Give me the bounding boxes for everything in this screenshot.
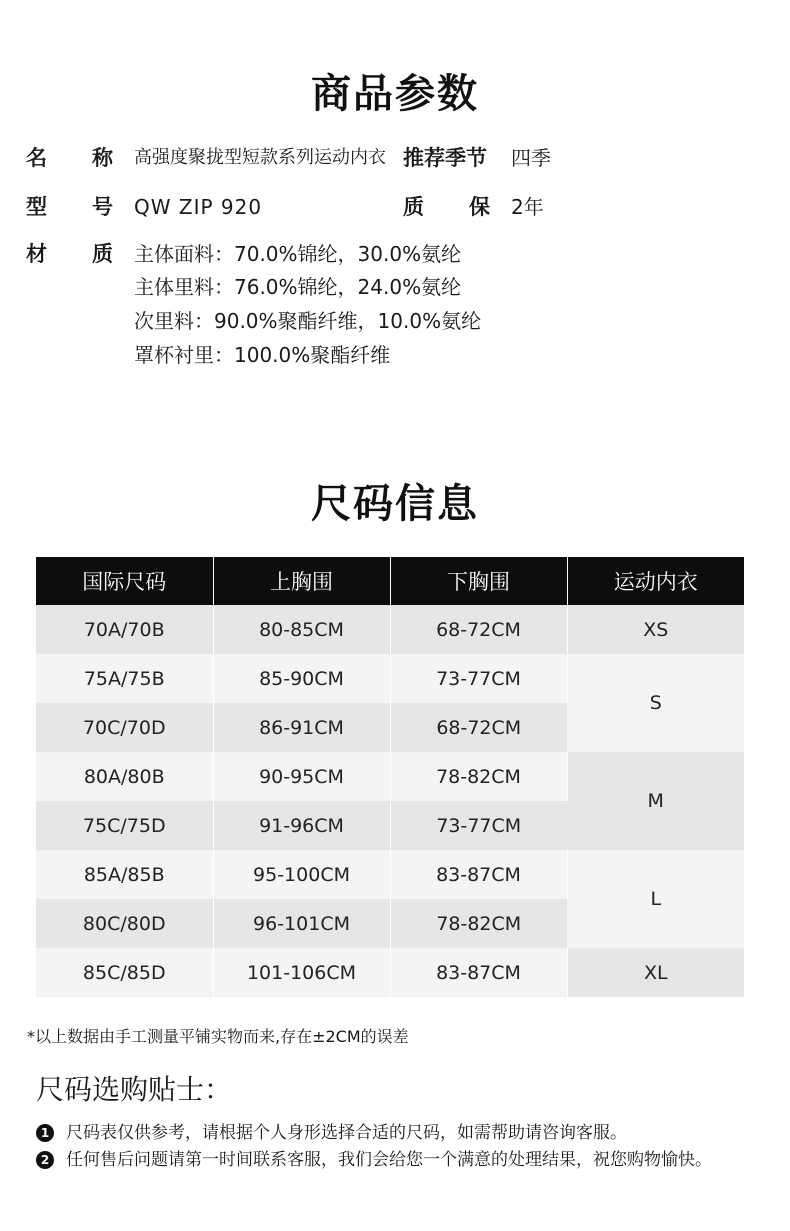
cell-upper-bust: 90-95CM — [213, 752, 390, 801]
table-row — [36, 605, 744, 654]
size-table — [36, 557, 744, 997]
model-label-char-1: 型 — [26, 195, 47, 219]
cell-intl-size: 80A/80B — [36, 752, 213, 801]
material-line: 罩杯衬里：100.0%聚酯纤维 — [134, 343, 391, 367]
cell-bra-size: XL — [567, 948, 744, 997]
cell-intl-size: 85A/85B — [36, 850, 213, 899]
param-row-name — [0, 144, 790, 172]
cell-intl-size: 75A/75B — [36, 654, 213, 703]
name-value: 高强度聚拢型短款系列运动内衣 — [134, 147, 386, 168]
cell-under-bust: 73-77CM — [390, 654, 567, 703]
material-label-char-1: 材 — [26, 242, 47, 266]
tip-text: 任何售后问题请第一时间联系客服，我们会给您一个满意的处理结果，祝您购物愉快。 — [66, 1150, 712, 1170]
cell-upper-bust: 86-91CM — [213, 703, 390, 752]
cell-upper-bust: 80-85CM — [213, 605, 390, 654]
cell-bra-size: S — [567, 654, 744, 752]
size-info-title: 尺码信息 — [311, 481, 479, 527]
cell-intl-size: 70C/70D — [36, 703, 213, 752]
cell-bra-size: XS — [567, 605, 744, 654]
measurement-note: *以上数据由手工测量平铺实物而来,存在±2CM的误差 — [27, 1027, 409, 1046]
cell-intl-size: 75C/75D — [36, 801, 213, 850]
cell-under-bust: 68-72CM — [390, 703, 567, 752]
cell-intl-size: 85C/85D — [36, 948, 213, 997]
material-line: 主体里料：76.0%锦纶，24.0%氨纶 — [134, 275, 462, 299]
tip-text: 尺码表仅供参考，请根据个人身形选择合适的尺码，如需帮助请咨询客服。 — [66, 1123, 627, 1143]
material-line: 主体面料：70.0%锦纶，30.0%氨纶 — [134, 242, 462, 266]
material-line: 次里料：90.0%聚酯纤维，10.0%氨纶 — [134, 309, 482, 333]
name-label-char-1: 名 — [26, 146, 47, 170]
cell-under-bust: 83-87CM — [390, 948, 567, 997]
header-intl-size: 国际尺码 — [36, 557, 213, 605]
cell-upper-bust: 85-90CM — [213, 654, 390, 703]
cell-intl-size: 70A/70B — [36, 605, 213, 654]
cell-upper-bust: 95-100CM — [213, 850, 390, 899]
tip-item — [36, 1145, 712, 1170]
cell-under-bust: 68-72CM — [390, 605, 567, 654]
cell-upper-bust: 96-101CM — [213, 899, 390, 948]
warranty-label-char-1: 质 — [403, 195, 424, 219]
cell-under-bust: 73-77CM — [390, 801, 567, 850]
cell-bra-size: M — [567, 752, 744, 850]
header-upper-bust: 上胸围 — [213, 557, 390, 605]
product-params-title: 商品参数 — [311, 71, 479, 117]
tips-title: 尺码选购贴士： — [36, 1073, 233, 1106]
number-badge-icon: 2 — [36, 1151, 54, 1169]
warranty-value: 2年 — [511, 195, 544, 219]
param-row-model — [0, 193, 790, 221]
warranty-label-char-2: 保 — [469, 195, 490, 219]
cell-intl-size: 80C/80D — [36, 899, 213, 948]
tip-item — [36, 1118, 627, 1143]
model-label-char-2: 号 — [92, 195, 113, 219]
season-value: 四季 — [511, 146, 551, 170]
cell-under-bust: 78-82CM — [390, 899, 567, 948]
table-row — [36, 850, 744, 899]
header-sports-bra: 运动内衣 — [567, 557, 744, 605]
header-under-bust: 下胸围 — [390, 557, 567, 605]
size-table-header — [36, 557, 744, 605]
cell-bra-size: L — [567, 850, 744, 948]
table-row — [36, 948, 744, 997]
model-value: QW ZIP 920 — [134, 195, 263, 219]
cell-under-bust: 78-82CM — [390, 752, 567, 801]
table-row — [36, 752, 744, 801]
cell-under-bust: 83-87CM — [390, 850, 567, 899]
season-label: 推荐季节 — [403, 146, 487, 170]
cell-upper-bust: 101-106CM — [213, 948, 390, 997]
table-row — [36, 654, 744, 703]
name-label-char-2: 称 — [92, 146, 113, 170]
material-label-char-2: 质 — [92, 242, 113, 266]
number-badge-icon: 1 — [36, 1124, 54, 1142]
cell-upper-bust: 91-96CM — [213, 801, 390, 850]
